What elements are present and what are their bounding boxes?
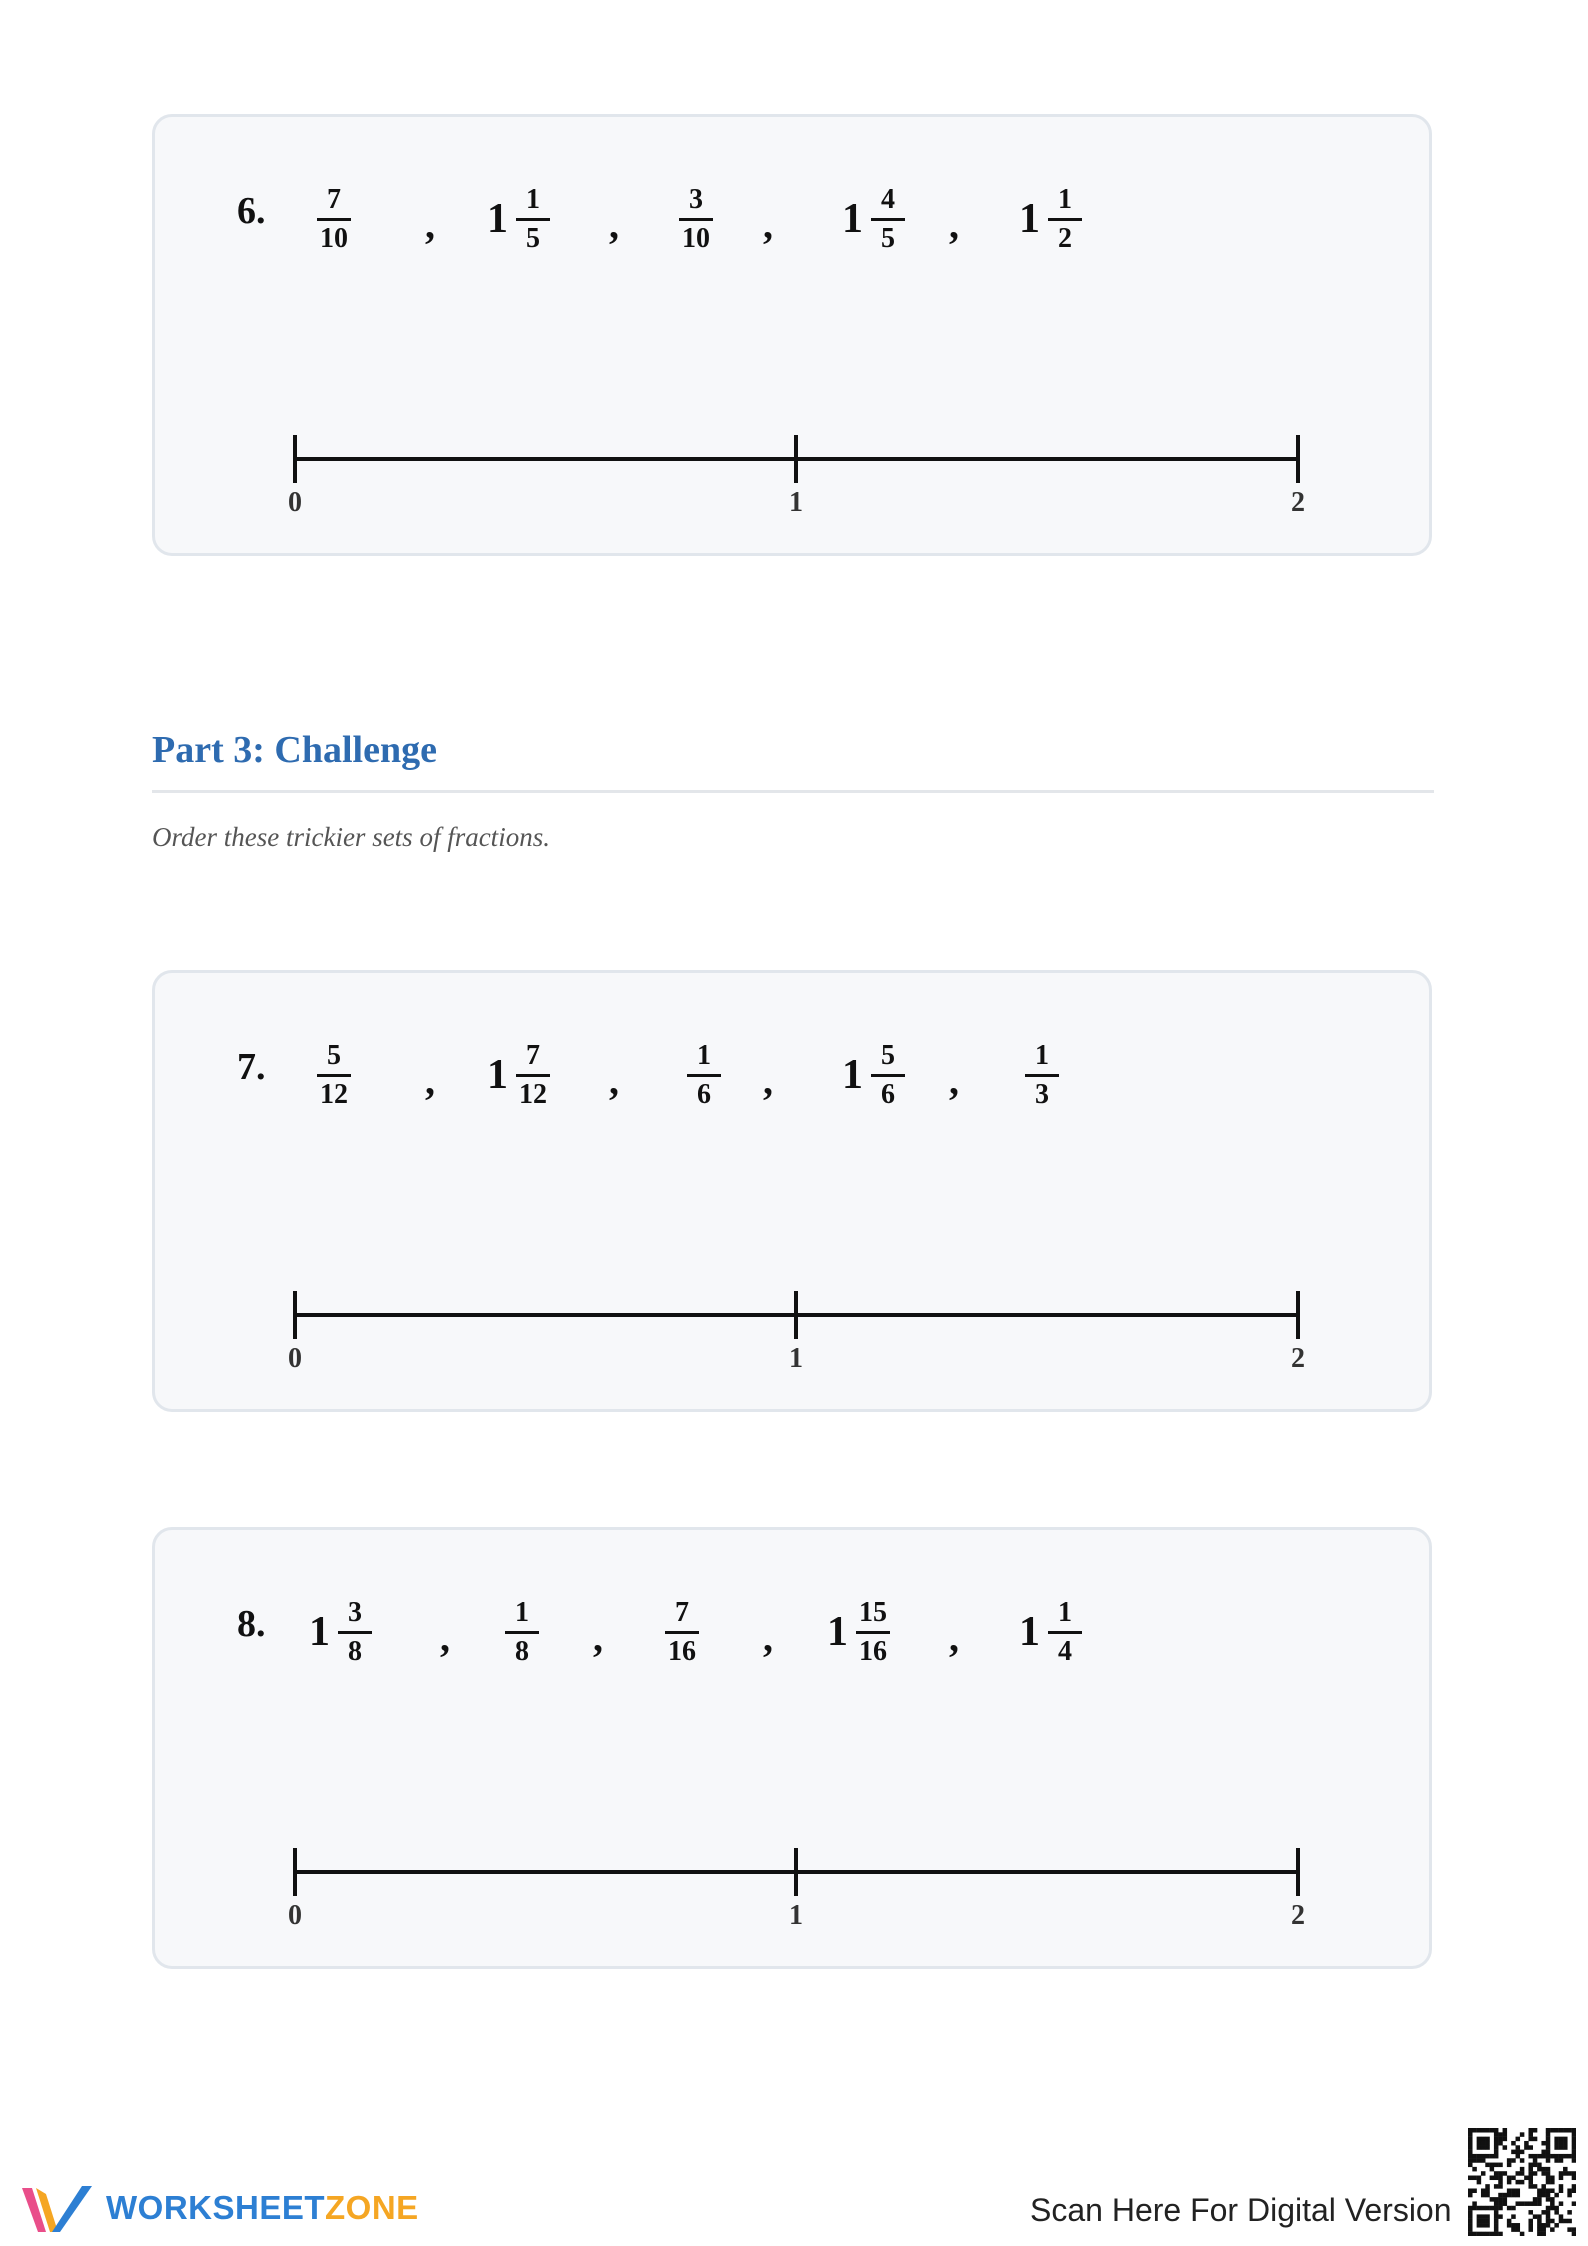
numerator: 3: [348, 1596, 362, 1628]
whole-part: 1: [1019, 1609, 1040, 1655]
brand-name: WORKSHEETZONE: [106, 2189, 419, 2226]
numerator: 1: [1035, 1039, 1049, 1071]
separator-comma: ,: [949, 202, 959, 247]
section-heading: Part 3: Challenge: [152, 729, 437, 771]
separator-comma: ,: [425, 1058, 435, 1103]
mixed-number-item: [842, 1035, 905, 1115]
numerator: 3: [689, 183, 703, 215]
brand-logo[interactable]: [20, 2180, 419, 2236]
separator-comma: ,: [949, 1615, 959, 1660]
numerator: 7: [526, 1039, 540, 1071]
section-divider: [152, 790, 1434, 793]
tick-label: 1: [789, 1343, 803, 1373]
separator-comma: ,: [440, 1615, 450, 1660]
denominator: 5: [526, 222, 540, 254]
problem-card-6: [152, 114, 1432, 556]
denominator: 10: [682, 222, 710, 254]
numerator: 1: [1058, 183, 1072, 215]
number-line: [155, 1273, 1435, 1373]
fraction-item: [317, 179, 351, 259]
numerator: 5: [881, 1039, 895, 1071]
tick-label: 0: [288, 1343, 302, 1373]
fraction-list: [237, 1592, 1337, 1672]
tick-label: 0: [288, 1900, 302, 1930]
numerator: 5: [327, 1039, 341, 1071]
separator-comma: ,: [609, 202, 619, 247]
denominator: 10: [320, 222, 348, 254]
denominator: 12: [519, 1078, 547, 1110]
tick-label: 2: [1291, 1343, 1305, 1373]
denominator: 8: [348, 1635, 362, 1667]
separator-comma: ,: [763, 1058, 773, 1103]
whole-part: 1: [309, 1609, 330, 1655]
fraction-item: [317, 1035, 351, 1115]
separator-comma: ,: [425, 202, 435, 247]
numerator: 1: [1058, 1596, 1072, 1628]
fraction-item: [1025, 1035, 1059, 1115]
denominator: 16: [668, 1635, 696, 1667]
tick-label: 2: [1291, 487, 1305, 517]
problem-card-7: [152, 970, 1432, 1412]
whole-part: 1: [842, 1052, 863, 1098]
tick-label: 0: [288, 487, 302, 517]
mixed-number-item: [309, 1592, 372, 1672]
denominator: 4: [1058, 1635, 1072, 1667]
fraction-list: [237, 179, 1337, 259]
number-line: [155, 417, 1435, 517]
mixed-number-item: [1019, 1592, 1082, 1672]
tick-label: 1: [789, 487, 803, 517]
separator-comma: ,: [763, 202, 773, 247]
qr-code-icon[interactable]: [1468, 2128, 1576, 2236]
denominator: 2: [1058, 222, 1072, 254]
worksheetzone-logo-icon: [20, 2180, 94, 2236]
denominator: 5: [881, 222, 895, 254]
separator-comma: ,: [609, 1058, 619, 1103]
numerator: 7: [675, 1596, 689, 1628]
mixed-number-item: [487, 179, 550, 259]
fraction-item: [505, 1592, 539, 1672]
scan-caption: Scan Here For Digital Version: [1030, 2192, 1452, 2228]
problem-number: 7.: [237, 1046, 266, 1088]
tick-label: 1: [789, 1900, 803, 1930]
denominator: 12: [320, 1078, 348, 1110]
whole-part: 1: [487, 1052, 508, 1098]
mixed-number-item: [1019, 179, 1082, 259]
denominator: 6: [881, 1078, 895, 1110]
mixed-number-item: [487, 1035, 550, 1115]
fraction-item: [665, 1592, 699, 1672]
mixed-number-item: [827, 1592, 890, 1672]
denominator: 6: [697, 1078, 711, 1110]
whole-part: 1: [842, 196, 863, 242]
fraction-item: [679, 179, 713, 259]
fraction-list: [237, 1035, 1337, 1115]
numerator: 7: [327, 183, 341, 215]
denominator: 16: [859, 1635, 887, 1667]
denominator: 8: [515, 1635, 529, 1667]
whole-part: 1: [827, 1609, 848, 1655]
whole-part: 1: [487, 196, 508, 242]
numerator: 1: [526, 183, 540, 215]
separator-comma: ,: [949, 1058, 959, 1103]
separator-comma: ,: [763, 1615, 773, 1660]
separator-comma: ,: [593, 1615, 603, 1660]
problem-number: 8.: [237, 1603, 266, 1645]
number-line: [155, 1830, 1435, 1930]
problem-card-8: [152, 1527, 1432, 1969]
section-instruction: Order these trickier sets of fractions.: [152, 822, 550, 852]
numerator: 1: [697, 1039, 711, 1071]
numerator: 1: [515, 1596, 529, 1628]
numerator: 4: [881, 183, 895, 215]
whole-part: 1: [1019, 196, 1040, 242]
numerator: 15: [859, 1596, 887, 1628]
problem-number: 6.: [237, 190, 266, 232]
tick-label: 2: [1291, 1900, 1305, 1930]
fraction-item: [687, 1035, 721, 1115]
denominator: 3: [1035, 1078, 1049, 1110]
mixed-number-item: [842, 179, 905, 259]
